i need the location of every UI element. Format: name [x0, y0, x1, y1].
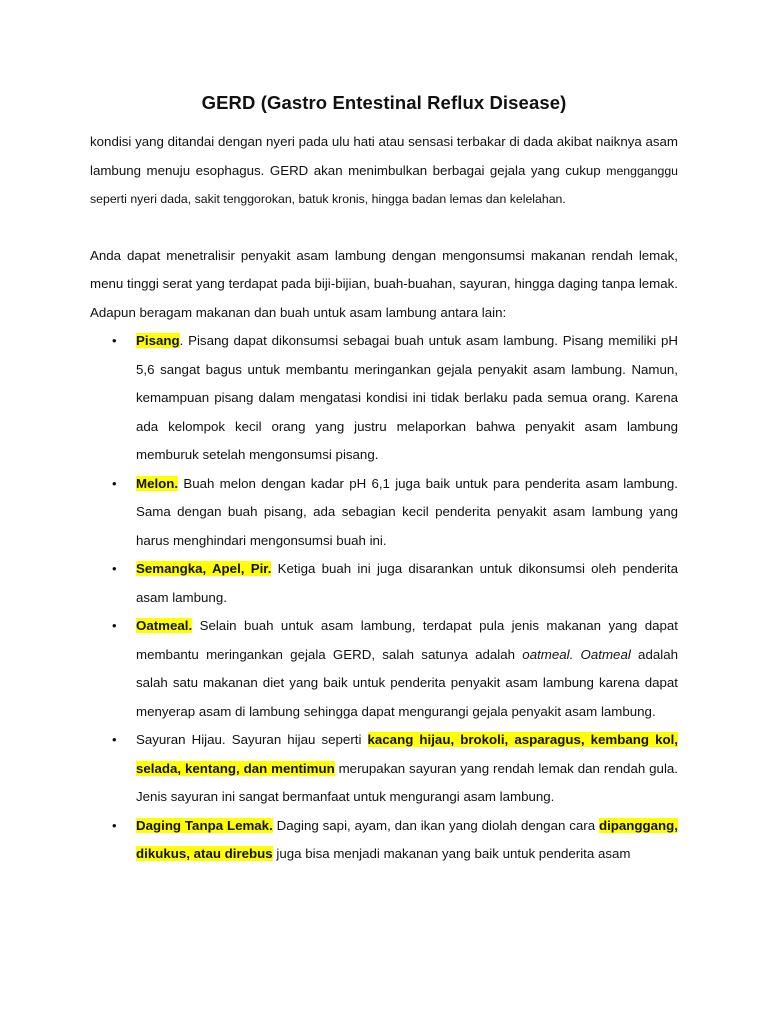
label-semangka: Semangka, Apel, Pir.	[136, 561, 272, 576]
list-item-sayuran	[136, 726, 678, 812]
document-title: GERD (Gastro Entestinal Reflux Disease)	[201, 92, 567, 113]
list-item-oatmeal	[136, 612, 678, 726]
highlight-daging: dipanggang, dikukus, atau direbus	[136, 817, 678, 861]
food-list	[90, 327, 678, 869]
text-daging-a: Daging sapi, ayam, dan ikan yang diolah dengan cara	[272, 817, 599, 833]
label-daging: Daging Tanpa Lemak.	[136, 817, 273, 833]
list-item-melon	[136, 470, 678, 556]
intro-text: kondisi yang ditandai dengan nyeri pada ulu hati atau sensasi terbakar di dada akibat naiknya asam lambung menuju esophagus. GERD akan menimbulkan berbagai gejala yang cukup	[90, 134, 678, 178]
intro-text-small: mengganggu seperti nyeri dada, sakit tenggorokan, batuk kronis, hingga badan lemas dan kelelahan.	[90, 163, 678, 206]
space-oatmeal	[573, 647, 580, 662]
text-oatmeal-a: Selain buah untuk asam lambung, terdapat pula jenis makanan yang dapat membantu meringankan gejala GERD, salah satunya adalah	[136, 618, 678, 662]
text-oatmeal-b: adalah salah satu makanan diet yang baik untuk penderita penyakit asam lambung karena dapat menyerap asam di lambung sehingga dapat mengurangi gejala penyakit asam lambung.	[136, 646, 678, 719]
list-item-daging	[136, 812, 678, 869]
text-sayuran-a: Sayuran Hijau. Sayuran hijau seperti	[136, 732, 368, 747]
highlight-sayuran: kacang hijau, brokoli, asparagus, kembang kol, selada, kentang, dan mentimun	[136, 732, 678, 776]
intro-paragraph	[90, 128, 678, 214]
text-semangka: Ketiga buah ini juga disarankan untuk dikonsumsi oleh penderita asam lambung.	[136, 561, 678, 605]
text-pisang: . Pisang dapat dikonsumsi sebagai buah untuk asam lambung. Pisang memiliki pH 5,6 sangat bagus untuk membantu meringankan gejala penyakit asam lambung. Namun, kemampuan pisang dalam mengatasi kondisi ini tidak berlaku pada semua orang. Karena ada kelompok kecil orang yang justru melaporkan bahwa penyakit asam lambung memburuk setelah mengonsumsi pisang.	[136, 333, 678, 462]
label-oatmeal: Oatmeal.	[136, 618, 193, 633]
italic-oatmeal-b: Oatmeal	[580, 646, 631, 662]
text-melon: Buah melon dengan kadar pH 6,1 juga baik untuk para penderita asam lambung. Sama dengan buah pisang, ada sebagian kecil penderita penyakit asam lambung yang harus menghindari mengonsumsi buah ini.	[136, 475, 678, 548]
text-sayuran-b: merupakan sayuran yang rendah lemak dan rendah gula. Jenis sayuran ini sangat bermanfaat untuk mengurangi asam lambung.	[136, 760, 678, 804]
list-item-semangka	[136, 555, 678, 612]
label-melon: Melon.	[136, 475, 179, 491]
list-item-pisang	[136, 327, 678, 470]
label-pisang: Pisang	[136, 333, 180, 348]
paragraph-gap	[90, 214, 678, 242]
text-daging-b: juga bisa menjadi makanan yang baik untuk penderita asam	[272, 846, 631, 861]
food-intro-paragraph: Anda dapat menetralisir penyakit asam lambung dengan mengonsumsi makanan rendah lemak, menu tinggi serat yang terdapat pada biji-bijian, buah-buahan, sayuran, hingga daging tanpa lemak. Adapun beragam makanan dan buah untuk asam lambung antara lain:	[90, 247, 678, 320]
italic-oatmeal-a: oatmeal.	[522, 646, 574, 662]
